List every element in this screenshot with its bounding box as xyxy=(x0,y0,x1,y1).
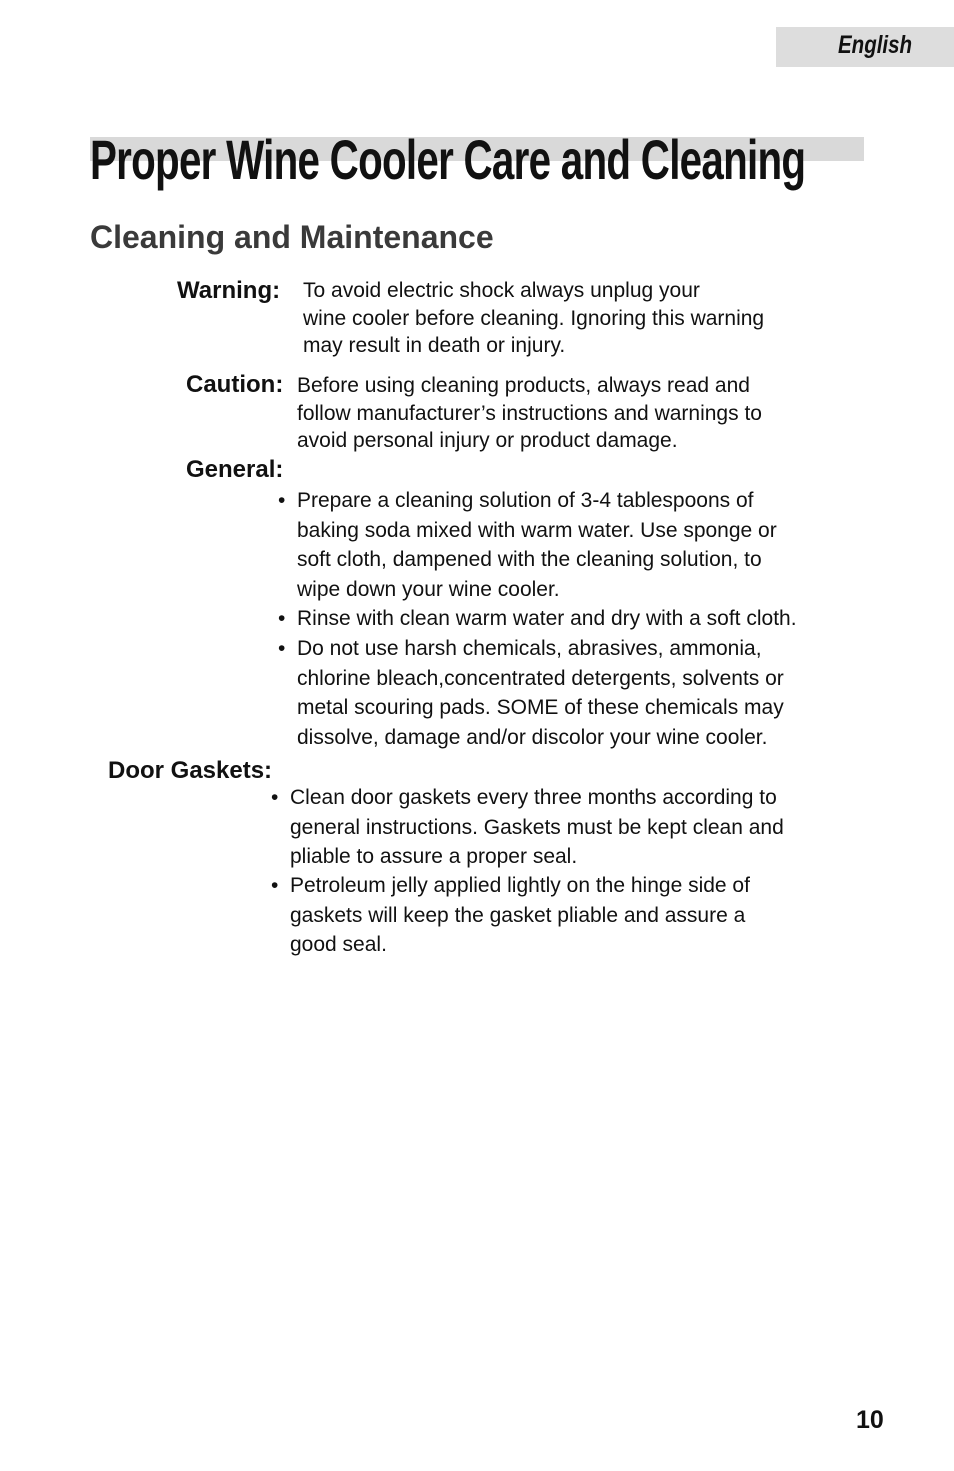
bullet-glyph: • xyxy=(271,786,279,809)
bullet-line: baking soda mixed with warm water. Use sponge or xyxy=(297,518,777,542)
bullet-line: Do not use harsh chemicals, abrasives, ammonia, xyxy=(297,637,762,660)
caution-line: avoid personal injury or product damage. xyxy=(297,429,678,452)
bullet-line: Clean door gaskets every three months according to xyxy=(290,786,777,809)
bullet-glyph: • xyxy=(278,489,286,512)
bullet-line: dissolve, damage and/or discolor your wine cooler. xyxy=(297,725,768,749)
caution-text xyxy=(297,372,762,455)
general-label: General: xyxy=(186,456,284,483)
warning-label: Warning: xyxy=(177,277,281,304)
door-gaskets-label: Door Gaskets: xyxy=(108,757,273,784)
general-bullet-item xyxy=(278,604,797,634)
bullet-line: chlorine bleach,concentrated detergents, solvents or xyxy=(297,666,784,690)
bullet-line: soft cloth, dampened with the cleaning solution, to xyxy=(297,548,762,571)
bullet-line: Prepare a cleaning solution of 3-4 tablespoons of xyxy=(297,489,754,512)
warning-line: To avoid electric shock always unplug your xyxy=(303,279,700,302)
general-bullet-item xyxy=(278,486,777,604)
bullet-line: metal scouring pads. SOME of these chemicals may xyxy=(297,696,784,719)
warning-text xyxy=(303,277,764,360)
bullet-line: good seal. xyxy=(290,933,387,956)
general-bullet-item xyxy=(278,634,784,752)
warning-line: wine cooler before cleaning. Ignoring this warning xyxy=(303,306,765,330)
section-subtitle: Cleaning and Maintenance xyxy=(90,219,494,255)
bullet-line: gaskets will keep the gasket pliable and assure a xyxy=(290,903,746,927)
warning-line: may result in death or injury. xyxy=(303,334,566,357)
bullet-glyph: • xyxy=(278,607,286,630)
page-number: 10 xyxy=(856,1406,884,1434)
page-title: Proper Wine Cooler Care and Cleaning xyxy=(90,128,806,191)
caution-line: Before using cleaning products, always read and xyxy=(297,374,750,397)
bullet-line: wipe down your wine cooler. xyxy=(297,577,560,601)
gasket-bullet-item xyxy=(271,783,784,872)
bullet-line: Petroleum jelly applied lightly on the hinge side of xyxy=(290,874,750,897)
bullet-glyph: • xyxy=(278,637,286,660)
bullet-line: Rinse with clean warm water and dry with a soft cloth. xyxy=(297,607,797,630)
caution-line: follow manufacturer’s instructions and warnings to xyxy=(297,401,762,425)
bullet-glyph: • xyxy=(271,874,279,897)
caution-label: Caution: xyxy=(186,371,284,398)
bullet-line: general instructions. Gaskets must be kept clean and xyxy=(290,815,784,839)
bullet-line: pliable to assure a proper seal. xyxy=(290,845,578,868)
language-label: English xyxy=(838,31,913,59)
language-tab xyxy=(776,27,954,67)
gasket-bullet-item xyxy=(271,871,750,960)
